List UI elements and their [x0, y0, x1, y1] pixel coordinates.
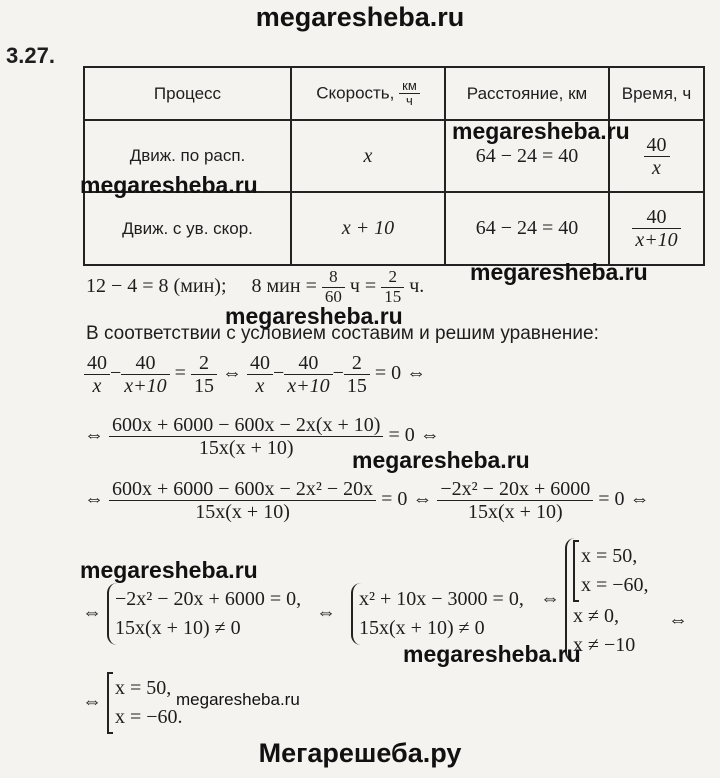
watermark: megaresheba.ru [80, 557, 258, 583]
header-speed: Скорость, $\frac{км}{ч}$ [291, 67, 445, 120]
final-answer: ⇔ x = 50, x = −60. [82, 672, 183, 734]
cell-speed: x + 10 [291, 192, 445, 265]
cell-distance: 64 − 24 = 40 [445, 120, 609, 192]
cell-process: Движ. с ув. скор. [84, 192, 291, 265]
watermark-bottom: Мегарешеба.ру [258, 738, 462, 768]
table-row [84, 192, 704, 265]
system-1: ⇔ −2x² − 20x + 6000 = 0, 15x(x + 10) ≠ 0 [82, 583, 301, 645]
watermark-small: megaresheba.ru [176, 690, 300, 709]
system-2: ⇔ x² + 10x − 3000 = 0, 15x(x + 10) ≠ 0 [316, 583, 524, 645]
time-conversion-line: 12 − 4 = 8 (мин); 8 мин = $\frac{8}{60}$ ч = $\frac{2}{15}$ ч. [86, 267, 425, 306]
cell-process: Движ. по расп. [84, 120, 291, 192]
header-distance: Расстояние, км [445, 67, 609, 120]
cell-speed: x [291, 120, 445, 192]
header-time: Время, ч [609, 67, 704, 120]
table-header-row [84, 67, 704, 120]
equation-2: ⇔ $\frac{600x + 6000 - 600x - 2x(x + 10)}{15x(x + 10)}$ = 0 ⇔ [84, 414, 440, 459]
watermark: megaresheba.ru [352, 447, 530, 473]
header-process: Процесс [84, 67, 291, 120]
system-3: ⇔ x = 50, x = −60, x ≠ 0, x ≠ −10 [540, 538, 649, 662]
watermark: megaresheba.ru [225, 303, 403, 329]
data-table [83, 66, 705, 266]
watermark: megaresheba.ru [452, 118, 630, 144]
cell-time: $\frac{40}{x+10}$ [609, 192, 704, 265]
cell-distance: 64 − 24 = 40 [445, 192, 609, 265]
equation-1: $\frac{40}{x}$ − $\frac{40}{x+10}$ = $\frac{2}{15}$ ⇔ $\frac{40}{x}$ − $\frac{40}{x+10}$ − $\frac{2}{15}$ = 0 ⇔ [84, 352, 426, 397]
speed-unit-fraction: $\frac{км}{ч}$ [399, 79, 420, 109]
equation-3: ⇔ $\frac{\text{600x + 6000 − 600x − 2x² − 20x}}{15x(x + 10)}$ = 0 ⇔ $\frac{\text{−2x² − 20x + 6000}}{15x(x + 10)}$ = 0 ⇔ [84, 478, 650, 523]
problem-number: 3.27. [6, 43, 55, 68]
cell-time: $\frac{40}{x}$ [609, 120, 704, 192]
watermark: megaresheba.ru [403, 641, 581, 667]
condition-sentence: В соответствии с условием составим и решим уравнение: [86, 323, 599, 344]
watermark-top: megaresheba.ru [255, 2, 465, 32]
watermark: megaresheba.ru [80, 172, 258, 198]
iff-symbol: ⇔ [668, 609, 688, 631]
watermark: megaresheba.ru [470, 259, 648, 285]
